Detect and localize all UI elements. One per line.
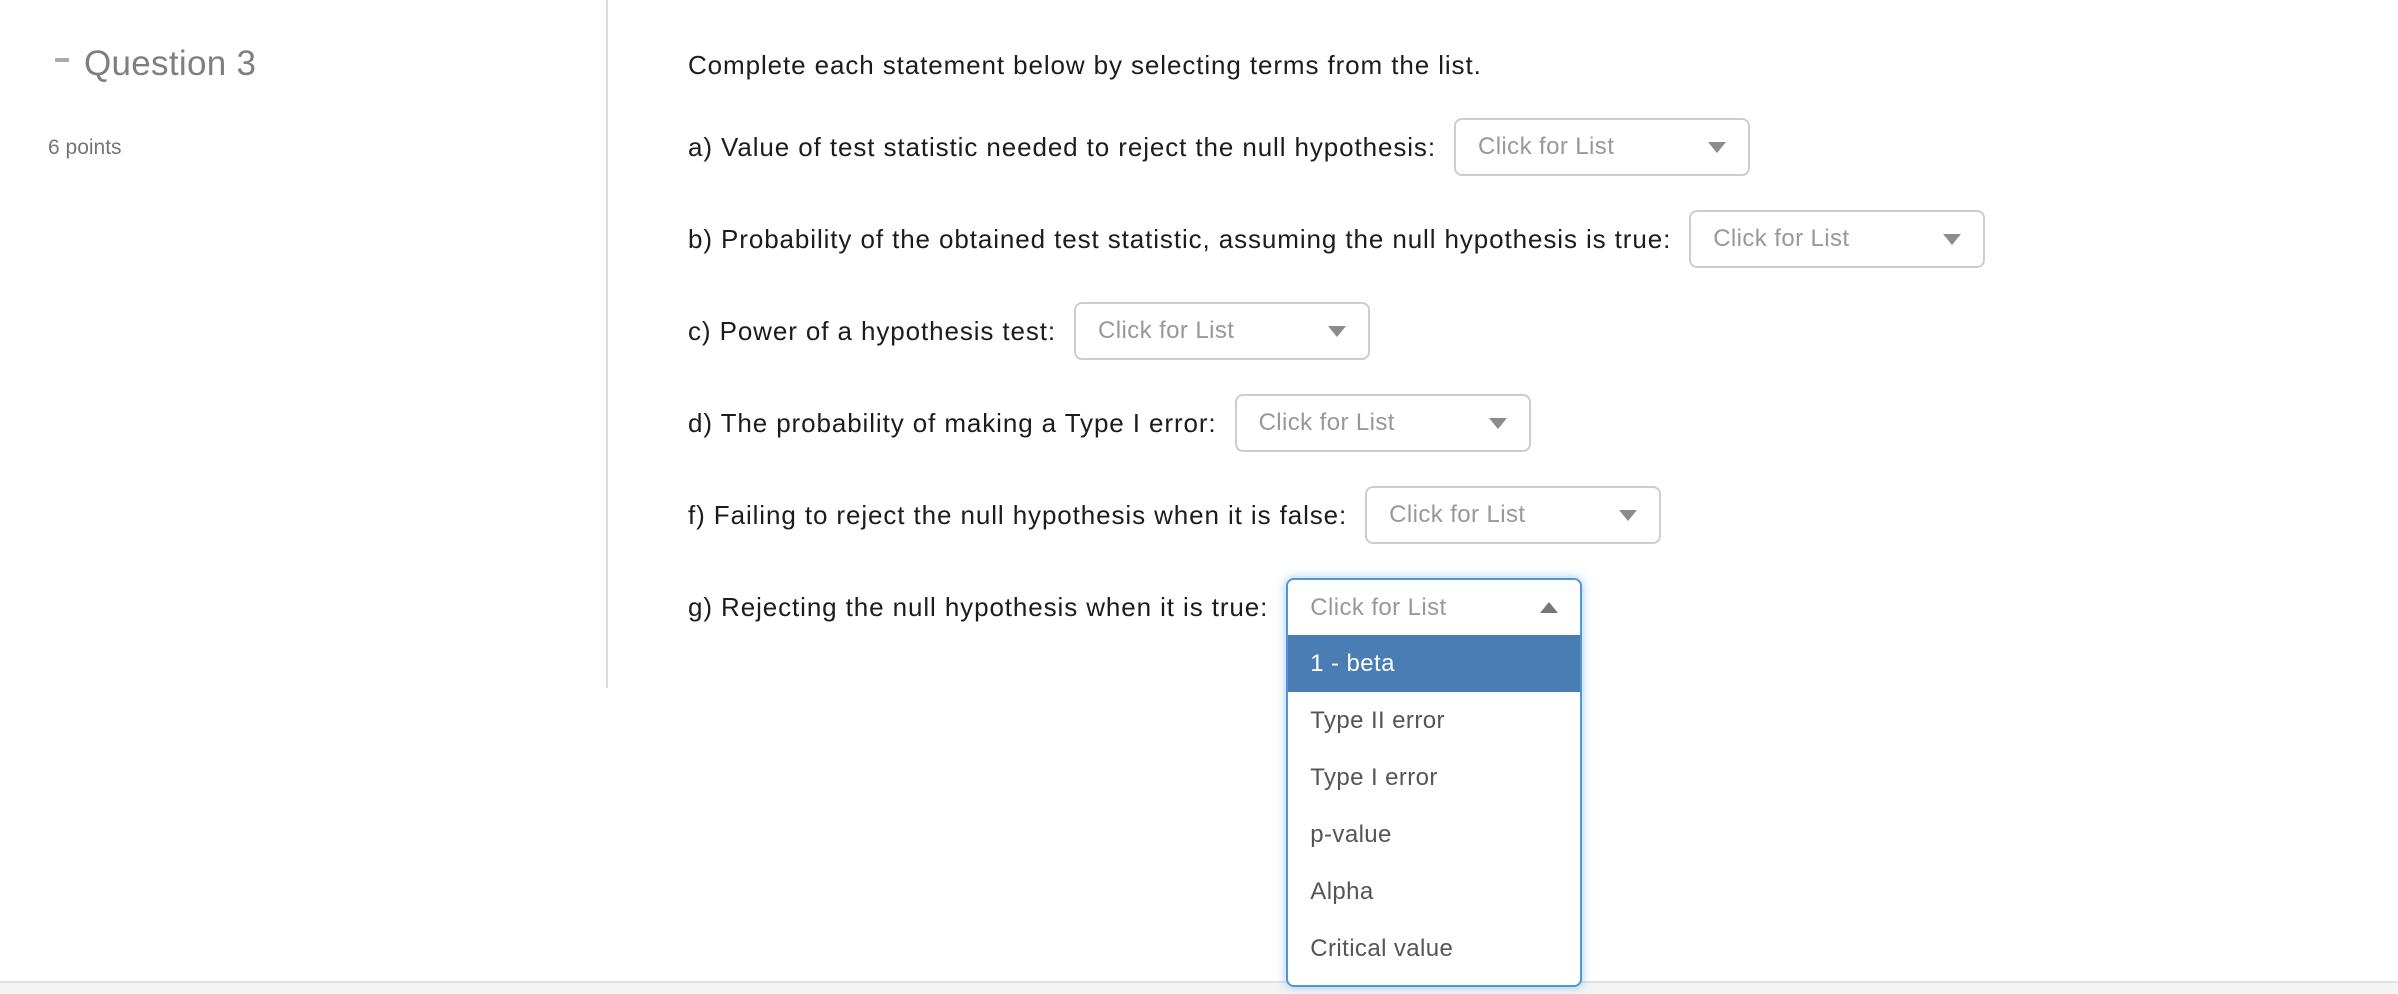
dropdown-a-placeholder: Click for List [1477,133,1615,160]
dropdown-option-critical-value[interactable]: Critical value [1310,934,1454,962]
dropdown-a[interactable] [1454,118,1750,176]
statement-label-d: d) The probability of making a Type I error: [688,407,1217,438]
dropdown-option-1-beta[interactable]: 1 - beta [1288,635,1580,692]
question-title: Question 3 [84,44,257,83]
statement-label-f: f) Failing to reject the null hypothesis when it is false: [688,499,1348,530]
statement-label-b: b) Probability of the obtained test statistic, assuming the null hypothesis is true: [688,223,1672,254]
dropdown-f-placeholder: Click for List [1389,501,1526,528]
collapse-question-icon[interactable] [55,58,69,62]
chevron-down-icon [1708,142,1726,153]
dropdown-option-type-i-error[interactable]: Type I error [1310,763,1438,791]
dropdown-g-placeholder: Click for List [1310,593,1447,621]
chevron-down-icon [1328,326,1346,337]
dropdown-b-placeholder: Click for List [1713,225,1850,252]
dropdown-g-open [1286,578,1582,987]
statement-row-f [688,486,1661,544]
chevron-down-icon [1489,418,1507,429]
panel-divider [606,0,608,688]
statement-row-c [688,302,1370,360]
question-points: 6 points [48,136,122,159]
dropdown-option-p-value[interactable]: p-value [1310,820,1392,848]
dropdown-d[interactable] [1235,394,1531,452]
dropdown-d-placeholder: Click for List [1258,409,1395,436]
dropdown-option-type-ii-error[interactable]: Type II error [1310,706,1445,734]
dropdown-c[interactable] [1074,302,1370,360]
chevron-down-icon [1943,234,1961,245]
dropdown-g-anchor [1286,578,1582,962]
statement-label-g: g) Rejecting the null hypothesis when it is true: [688,591,1269,622]
dropdown-b[interactable] [1689,210,1985,268]
dropdown-option-alpha[interactable]: Alpha [1310,877,1374,905]
statement-row-g [688,578,1582,962]
dropdown-g[interactable] [1288,580,1580,635]
statement-row-b [688,210,1985,268]
dropdown-f[interactable] [1365,486,1661,544]
statement-row-d [688,394,1531,452]
chevron-down-icon [1619,510,1637,521]
statement-label-c: c) Power of a hypothesis test: [688,315,1057,346]
statement-label-a: a) Value of test statistic needed to reject the null hypothesis: [688,131,1436,162]
statement-row-a [688,118,1750,176]
dropdown-c-placeholder: Click for List [1098,317,1235,344]
chevron-up-icon [1540,602,1558,613]
bottom-strip [0,981,2398,994]
instruction-text: Complete each statement below by selecting terms from the list. [688,50,1482,80]
